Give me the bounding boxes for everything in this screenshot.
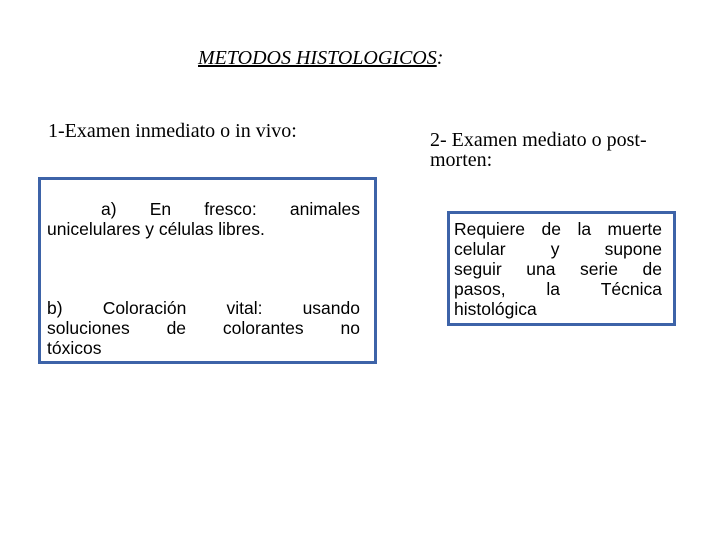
right-heading-line-1: 2- Examen mediato o post- <box>430 129 647 151</box>
right-heading <box>430 130 700 170</box>
in-vivo-methods-box <box>38 177 377 364</box>
right-box-word: la <box>577 219 592 239</box>
item-a-word: En <box>149 199 172 219</box>
item-b-word: Coloración <box>102 298 187 318</box>
right-box-word: de <box>541 219 561 239</box>
post-mortem-method-box <box>447 211 676 326</box>
right-box-word: de <box>642 259 662 279</box>
right-box-word: y <box>550 239 560 259</box>
right-box-word: seguir <box>454 259 502 279</box>
right-box-word: pasos, <box>454 279 506 299</box>
right-box-word: celular <box>454 239 506 259</box>
item-b-line-1 <box>47 298 360 318</box>
item-b-word: soluciones <box>47 318 130 338</box>
item-b-word: no <box>340 318 360 338</box>
right-box-word: Técnica <box>600 279 662 299</box>
right-box-word: serie <box>580 259 618 279</box>
right-box-word: muerte <box>607 219 662 239</box>
item-a-fresh-exam <box>47 199 360 239</box>
item-a-word: fresco: <box>204 199 257 219</box>
item-a-line-1 <box>47 199 360 219</box>
item-b-word: colorantes <box>222 318 304 338</box>
item-b-word: usando <box>302 298 360 318</box>
item-b-word: b) <box>47 298 63 318</box>
title-colon: : <box>436 47 444 69</box>
right-box-word: una <box>526 259 556 279</box>
right-box-line-4 <box>454 279 662 299</box>
item-b-word: de <box>166 318 187 338</box>
right-box-word: Requiere <box>454 219 526 239</box>
item-b-line-2 <box>47 318 360 338</box>
item-a-word: a) <box>101 199 117 219</box>
title-text: METODOS HISTOLOGICOS <box>198 47 437 69</box>
item-a-line-2: unicelulares y células libres. <box>47 219 265 239</box>
item-a-word: animales <box>289 199 360 219</box>
right-box-line-1 <box>454 219 662 239</box>
right-heading-line-2: morten: <box>430 149 493 171</box>
right-box-line-5: histológica <box>454 299 537 319</box>
right-box-word: la <box>546 279 560 299</box>
left-heading: 1-Examen inmediato o in vivo: <box>48 120 297 142</box>
right-box-word: supone <box>604 239 662 259</box>
item-b-word: vital: <box>226 298 263 318</box>
item-b-line-3: tóxicos <box>47 338 102 358</box>
slide-title <box>198 46 443 70</box>
right-box-line-2 <box>454 239 662 259</box>
post-mortem-description <box>454 219 662 319</box>
item-b-vital-staining <box>47 298 360 358</box>
right-box-line-3 <box>454 259 662 279</box>
